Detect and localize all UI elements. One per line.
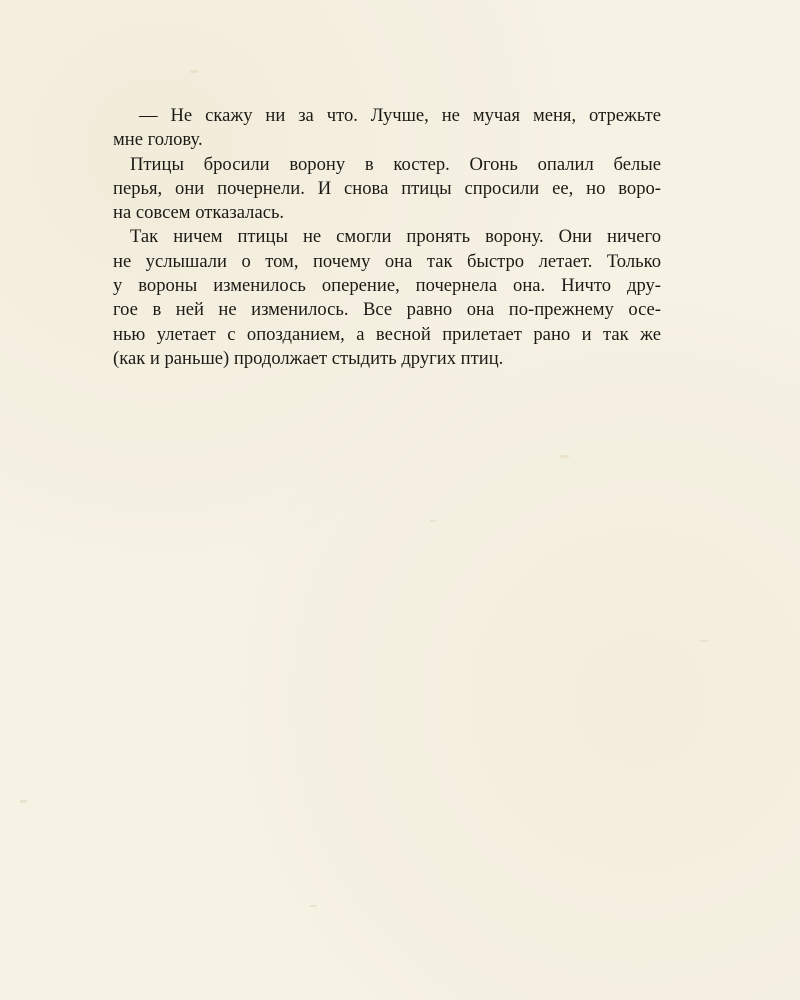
paragraph-3 <box>113 225 661 371</box>
paper-fiber <box>310 905 317 907</box>
text-line: Птицы бросили ворону в костер. Огонь опалил белые <box>130 153 661 175</box>
text-line: гое в ней не изменилось. Все равно она по-прежнему осе- <box>113 299 661 321</box>
text-line: нью улетает с опозданием, а весной прилетает рано и так же <box>113 323 661 345</box>
text-line: у вороны изменилось оперение, почернела она. Ничто дру- <box>113 275 661 297</box>
paper-fiber <box>430 520 436 522</box>
text-line: перья, они почернели. И снова птицы спросили ее, но воро- <box>113 177 661 199</box>
book-page-text <box>113 104 661 371</box>
paper-fiber <box>700 640 708 642</box>
paper-fiber <box>20 800 27 803</box>
paragraph-1 <box>113 104 661 153</box>
text-line: Так ничем птицы не смогли пронять ворону. Они ничего <box>130 226 661 248</box>
text-line: мне голову. <box>113 129 203 151</box>
paper-fiber <box>560 455 569 458</box>
text-line: (как и раньше) продолжает стыдить других птиц. <box>113 347 504 369</box>
paragraph-2 <box>113 153 661 226</box>
text-line: на совсем отказалась. <box>113 202 285 224</box>
text-line: не услышали о том, почему она так быстро летает. Только <box>113 250 661 272</box>
paper-fiber <box>190 70 198 73</box>
text-line: — Не скажу ни за что. Лучше, не мучая меня, отрежьте <box>139 105 661 126</box>
